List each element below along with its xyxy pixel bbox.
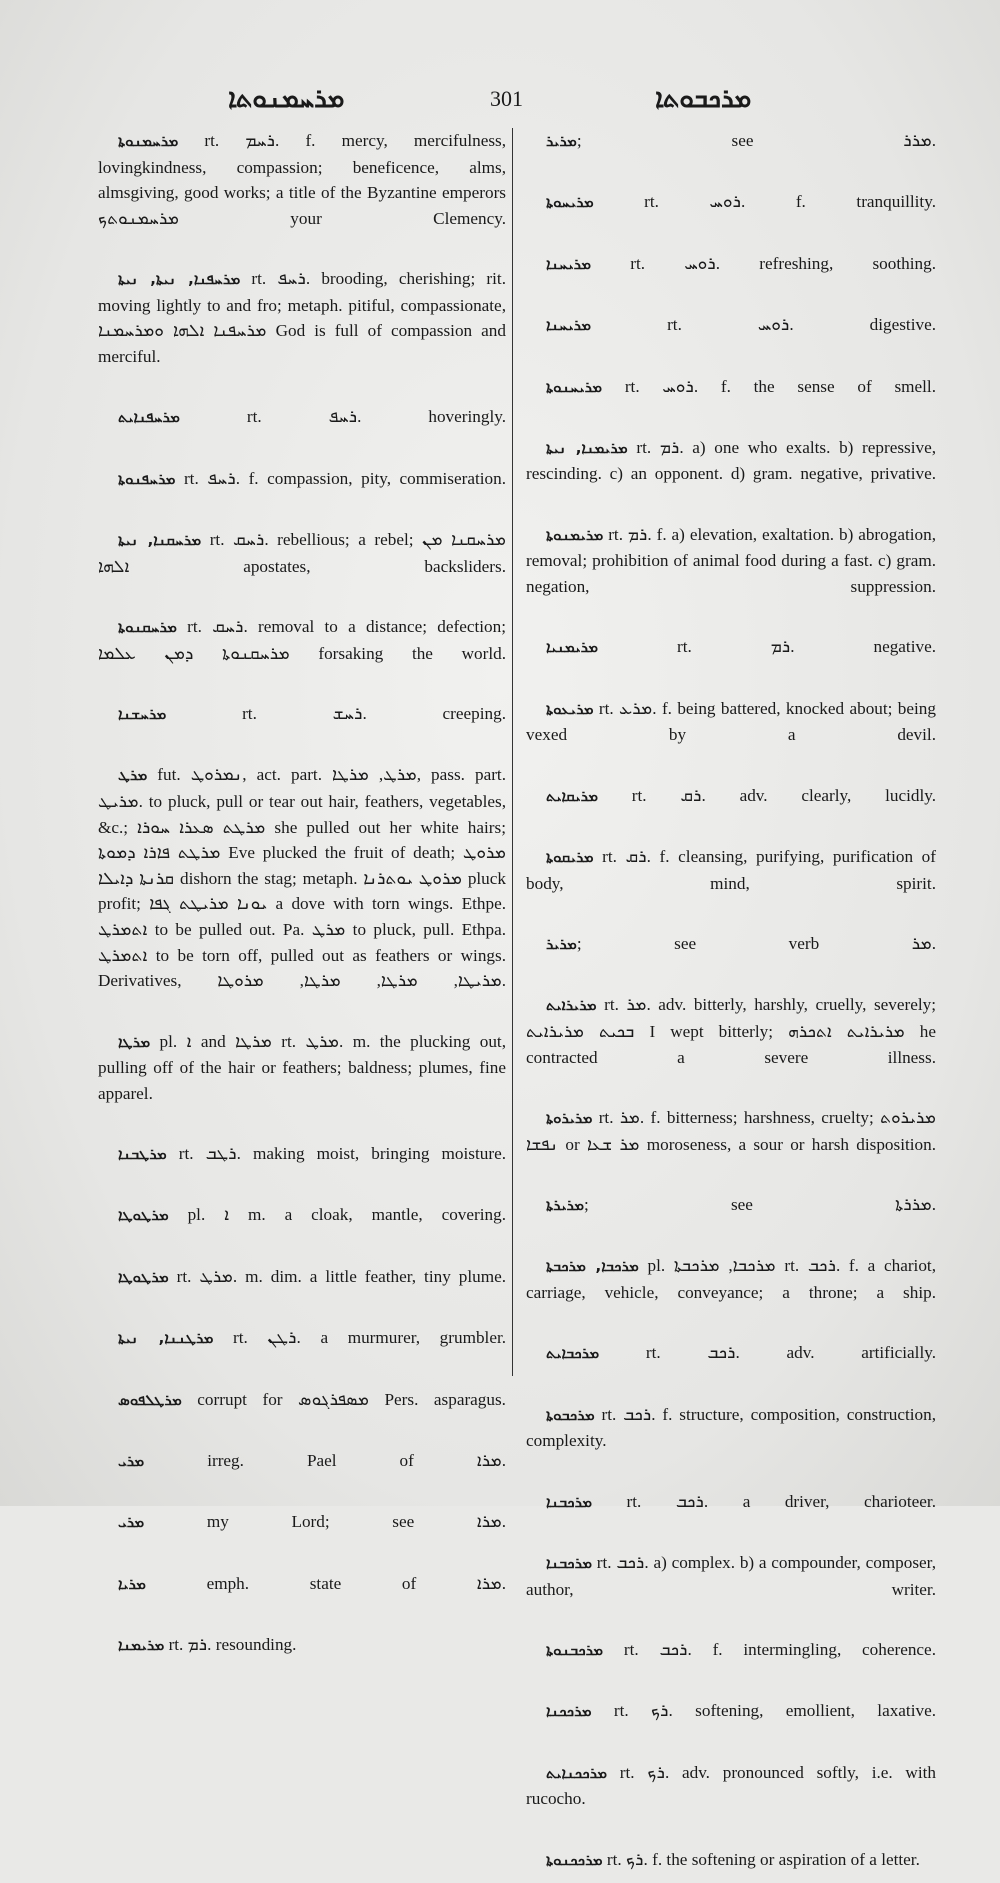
dictionary-entry: [98, 614, 506, 692]
headword: ܡܪܛܘܛܐ: [118, 1206, 169, 1225]
headword: ܡܪܛ: [118, 766, 148, 785]
headword: ܡܪܚܦܢܘܬܐ: [118, 469, 176, 488]
headword: ܡܪܟܒܘܬܐ: [546, 1405, 595, 1424]
dictionary-entry: [98, 1202, 506, 1254]
definition: ; see verb ܡܪ.: [576, 934, 936, 954]
headword: ܡܪܝܐ: [118, 1574, 146, 1593]
page-number: 301: [490, 86, 523, 111]
definition: rt. ܪܟ. softening, emollient, laxative.: [591, 1701, 936, 1721]
headword: ܡܪܝܥܘܬܐ: [546, 699, 594, 718]
definition: rt. ܪܚܩ. rebellious; a rebel; ܡܪܚܩܢܐ ܡܢ ܐܠܗܐ apostates, backsliders.: [98, 530, 506, 576]
headword: ܡܪܝܡܢܘܬܐ: [546, 525, 604, 544]
dictionary-entry: [526, 1637, 936, 1689]
headword: ܡܪܝܡܢܐ: [118, 1636, 165, 1655]
dictionary-entry: [526, 931, 936, 983]
dictionary-entry: [526, 634, 936, 686]
definition: corrupt for ܡܣܦܪܓܘܣ Pers. asparagus.: [181, 1389, 506, 1409]
headword: ܡܪܟܟܢܘܬܐ: [546, 1850, 603, 1869]
dictionary-entry: [526, 1105, 936, 1183]
dictionary-entry: [98, 1509, 506, 1561]
dictionary-entry: [98, 701, 506, 753]
dictionary-entry: [526, 1760, 936, 1838]
dictionary-entry: [98, 1387, 506, 1439]
definition: ; see ܡܪܪܬܐ.: [583, 1195, 936, 1214]
definition: rt. ܪܡ. negative.: [598, 637, 936, 657]
right-column: [526, 128, 936, 1883]
dictionary-entry: [98, 128, 506, 257]
headword: ܡܪܟܒܢܘܬܐ: [546, 1641, 604, 1660]
definition: rt. ܪܡ. a) one who exalts. b) repressive, rescinding. c) an opponent. d) gram. negative, privative.: [526, 437, 937, 484]
headword: ܡܪܚܦܢܐܝܬ: [118, 408, 180, 427]
definition: pl. ܐ and ܡܪܛܐ rt. ܡܪܛ. m. the plucking out, pulling off of the hair or feathers; baldness; plumes, fine apparel.: [98, 1031, 506, 1103]
dictionary-entry: [98, 1264, 506, 1316]
headword: ܡܪܝܪ: [546, 935, 577, 954]
dictionary-entry: [526, 783, 936, 835]
definition: rt. ܪܘܚ. f. tranquillity.: [593, 192, 936, 212]
definition: irreg. Pael of ܡܪܐ.: [144, 1450, 506, 1470]
definition: rt. ܪܚܩ. removal to a distance; defection; ܡܪܚܩܢܘܬܐ ܕܡܢ ܥܠܡܐ forsaking the world.: [98, 617, 507, 663]
headword: ܡܪܝܚܢܐ: [546, 254, 592, 273]
dictionary-entry: [526, 696, 936, 774]
definition: rt. ܪܚܦ. f. compassion, pity, commiseration.: [175, 468, 506, 488]
definition: rt. ܪܟܒ. a driver, charioteer.: [592, 1491, 937, 1511]
dictionary-entry: [526, 1402, 936, 1480]
dictionary-entry: [98, 466, 506, 518]
definition: emph. state of ܡܪܐ.: [145, 1573, 506, 1593]
definition: rt. ܪܛܢ. a murmurer, grumbler.: [213, 1328, 507, 1348]
dictionary-entry: [526, 992, 936, 1095]
headword: ܡܪܝܪܬܐ: [546, 1196, 584, 1214]
definition: rt. ܪܡ. f. a) elevation, exaltation. b) abrogation, removal; prohibition of animal food during a fast. c) gram. negation, suppression.: [526, 524, 937, 597]
definition: pl. ܡܪܟܒܐ, ܡܪܟܒܬܐ rt. ܪܟܒ. f. a chariot, carriage, vehicle, conveyance; a throne; a ship.: [526, 1256, 937, 1302]
headword: ܡܪܛܐ: [118, 1032, 151, 1051]
dictionary-entry: [98, 1141, 506, 1193]
definition: rt. ܪܟ. adv. pronounced softly, i.e. with rucocho.: [526, 1762, 936, 1809]
definition: rt. ܪܩ. adv. clearly, lucidly.: [598, 785, 936, 805]
definition: rt. ܡܪ. adv. bitterly, harshly, cruelly, severely; ܒܟܝܬ ܡܪܝܪܐܝܬ I wept bitterly; ܡܪܝܪܐܝܬ ܐܬܟܪܗ he contracted a severe illness.: [526, 995, 937, 1067]
headword: ܡܪܟܒܢܐ: [546, 1492, 593, 1511]
dictionary-entry: [98, 1448, 506, 1500]
left-running-head: ܡܪܚܡܢܘܬܐ: [228, 84, 345, 114]
headword: ܡܪܝܪܐܝܬ: [546, 996, 597, 1015]
headword: ܡܪܛܢܢܐ, ܢܝܬܐ: [118, 1329, 214, 1348]
dictionary-entry: [526, 189, 936, 241]
definition: fut. ܢܡܪܘܛ, act. part. ܡܪܛ, ܡܪܛܐ, pass. part. ܡܪܝܛ. to pluck, pull or tear out hair, feathers, vegetables, &c.; ܡܪܛܬ ܣܥܪܐ ܚܘܪܐ she pulled out her white hairs; ܡܪܛܬ ܦܐܪܐ ܕܡܘܬܐ Eve plucked the fruit of death; ܡܪܘܛ ܩܪܢܬܐ ܕܐܝܠܐ dishorn the stag; metaph. ܡܪܘܛ ܝܘܬܪܢܐ pluck profit; ܝܘܢܐ ܡܪܝܛܬ ܓܦܐ a dove with torn wings. Ethpe. ܐܬܡܪܛ to be pulled out. Pa. ܡܪܛ to pluck, pull. Ethpa. ܐܬܡܪܛ to be torn off, pulled out as feathers or wings. Derivatives, ܡܪܝܛܐ, ܡܪܛܐ, ܡܪܛܐ, ܡܪܘܛܐ.: [98, 765, 507, 991]
definition: rt. ܪܟܒ. a) complex. b) a compounder, composer, author, writer.: [526, 1553, 936, 1599]
definition: rt. ܪܚܦ. brooding, cherishing; rit. moving lightly to and fro; metaph. pitiful, compassionate, ܡܪܚܦܢܐ ܐܠܗܐ ܘܡܪܚܡܢܐ God is full of compassion and merciful.: [98, 269, 506, 366]
dictionary-entry: [526, 1550, 936, 1628]
definition: rt. ܪܘܚ. refreshing, soothing.: [591, 253, 936, 273]
definition: rt. ܡܪܥ. f. being battered, knocked about; being vexed by a devil.: [526, 698, 936, 745]
dictionary-entry: [526, 251, 936, 303]
definition: ; see ܡܪܪ.: [576, 131, 936, 150]
dictionary-entry: [98, 404, 506, 456]
right-running-head: ܡܪܟܒܘܬܐ: [655, 84, 752, 114]
definition: rt. ܪܟܒ. f. structure, composition, construction, complexity.: [526, 1404, 936, 1451]
dictionary-entry: [526, 435, 936, 513]
headword: ܡܪܝ: [118, 1513, 145, 1532]
dictionary-entry: [98, 1571, 506, 1623]
headword: ܡܪܚܩܢܘܬܐ: [118, 618, 177, 637]
headword: ܡܪܚܦܢܐ, ܢܝܬܐ, ܢܝܬܐ: [118, 270, 241, 289]
dictionary-entry: [526, 128, 936, 180]
headword: ܡܪܝܚܢܐ: [546, 316, 592, 335]
headword: ܡܪܚܫܢܐ: [118, 705, 167, 723]
headword: ܡܪܝܡܢܝܐ: [546, 638, 599, 657]
headword: ܡܪܛܠܦܘܣ: [118, 1390, 182, 1409]
headword: ܡܪܛܒܢܐ: [118, 1145, 167, 1164]
dictionary-entry: [98, 527, 506, 605]
definition: rt. ܪܘܚ. digestive.: [591, 315, 937, 335]
definition: rt. ܪܡ. resounding.: [164, 1635, 297, 1655]
headword: ܡܪܟܒܢܐ: [546, 1554, 593, 1573]
headword: ܡܪܟܟܢܐ: [546, 1702, 592, 1721]
headword: ܡܪܚܡܢܘܬܐ: [118, 132, 179, 150]
definition: rt. ܡܪܛ. m. dim. a little feather, tiny plume.: [168, 1266, 506, 1286]
dictionary-entry: [526, 844, 936, 922]
headword: ܡܪܝܚܢܘܬܐ: [546, 377, 603, 396]
dictionary-entry: [98, 1632, 506, 1659]
headword: ܡܪܝ: [118, 1451, 145, 1470]
definition: rt. ܪܟ. f. the softening or aspiration of a letter.: [602, 1849, 920, 1869]
definition: rt. ܪܚܫ. creeping.: [166, 704, 506, 723]
dictionary-entry: [98, 266, 506, 395]
headword: ܡܪܟܟܢܐܝܬ: [546, 1763, 608, 1782]
definition: rt. ܪܟܒ. f. intermingling, coherence.: [603, 1640, 936, 1660]
headword: ܡܪܝܩܐܝܬ: [546, 786, 599, 805]
headword: ܡܪܝܩܘܬܐ: [546, 848, 594, 867]
page-header: [0, 80, 1000, 120]
dictionary-entry: [526, 1698, 936, 1750]
definition: rt. ܪܟܒ. adv. artificially.: [599, 1343, 936, 1363]
dictionary-entry: [98, 762, 506, 1019]
dictionary-entry: [526, 1253, 936, 1331]
headword: ܡܪܟܒܐ, ܡܪܟܒܬܐ: [546, 1257, 639, 1276]
definition: rt. ܪܘܚ. f. the sense of smell.: [602, 376, 936, 396]
headword: ܡܪܝܪܘܬܐ: [546, 1109, 593, 1128]
definition: my Lord; see ܡܪܐ.: [144, 1512, 506, 1532]
headword: ܡܪܟܒܐܝܬ: [546, 1344, 600, 1363]
headword: ܡܪܚܩܢܐ, ܢܝܬܐ: [118, 531, 202, 550]
dictionary-entry: [526, 312, 936, 364]
headword: ܡܪܝܪ: [546, 132, 577, 150]
definition: rt. ܡܪ. f. bitterness; harshness, cruelty; ܡܪܝܪܘܬ ܢܦܫܐ or ܡܪ ܫܥܐ moroseness, a sour or harsh disposition.: [526, 1108, 937, 1154]
dictionary-entry: [526, 1192, 936, 1244]
dictionary-entry: [98, 1029, 506, 1132]
headword: ܡܪܝܡܢܐ, ܢܝܬܐ: [546, 438, 628, 457]
dictionary-entry: [526, 1340, 936, 1392]
dictionary-entry: [526, 522, 936, 625]
dictionary-entry: [526, 1489, 936, 1541]
headword: ܡܪܛܘܛܐ: [118, 1267, 169, 1286]
left-column: [98, 128, 506, 1668]
headword: ܡܪܝܚܘܬܐ: [546, 193, 594, 212]
dictionary-entry: [526, 374, 936, 426]
definition: rt. ܪܚܡ. f. mercy, mercifulness, lovingkindness, compassion; beneficence, alms, almsgiving, good works; a title of the Byzantine emperors ܡܪܚܡܢܘܬܟ your Clemency.: [98, 131, 506, 228]
definition: rt. ܪܚܦ. hoveringly.: [179, 407, 506, 427]
column-divider: [512, 128, 513, 1376]
definition: rt. ܪܩ. f. cleansing, purifying, purification of body, mind, spirit.: [526, 847, 936, 893]
definition: pl. ܐ m. a cloak, mantle, covering.: [168, 1205, 507, 1225]
definition: rt. ܪܛܒ. making moist, bringing moisture.: [166, 1144, 506, 1164]
dictionary-entry: [98, 1325, 506, 1377]
dictionary-entry: [526, 1847, 936, 1874]
